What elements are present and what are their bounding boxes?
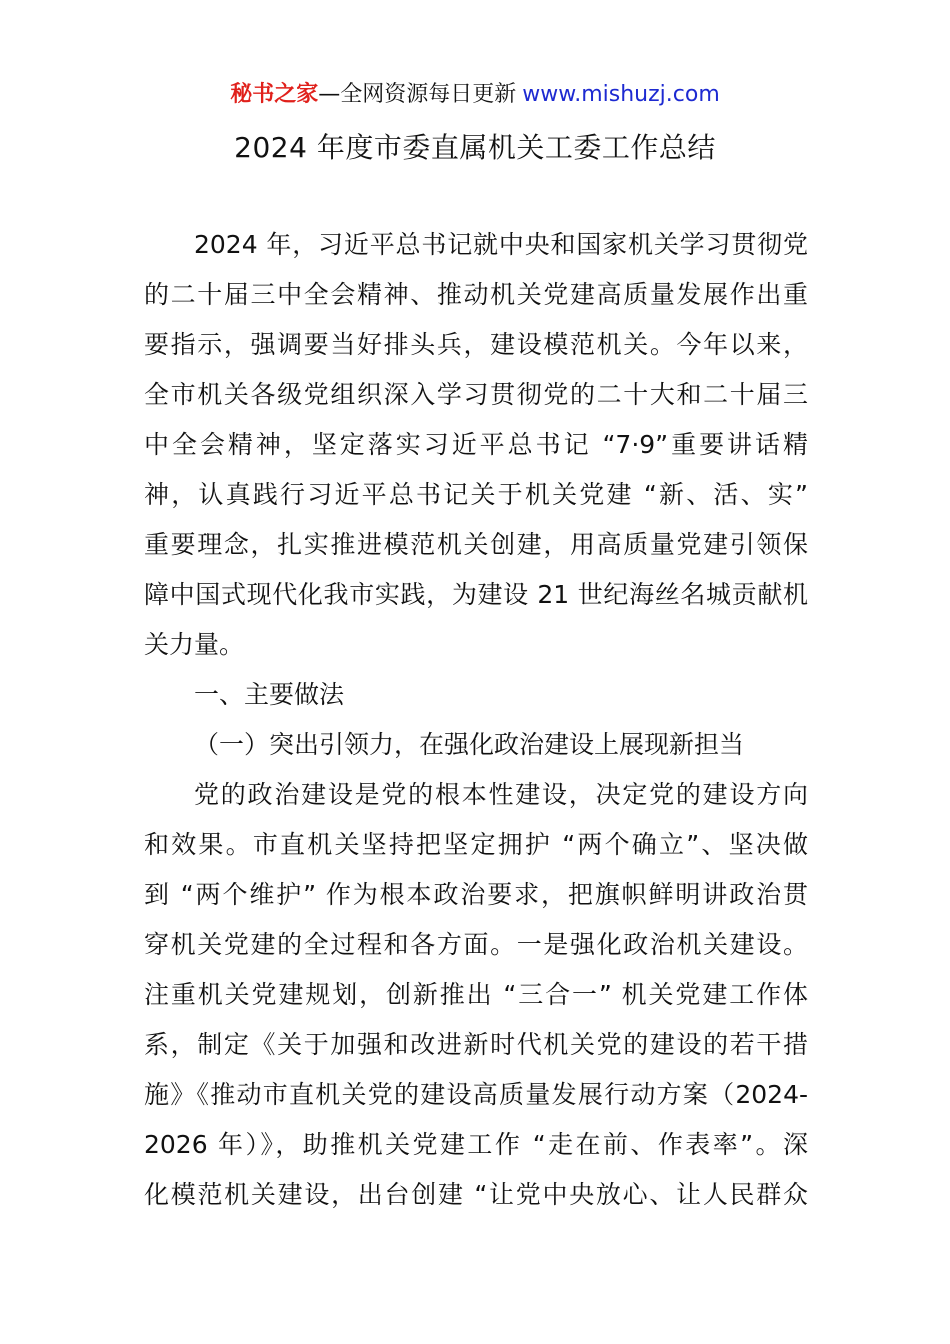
- site-header: [0, 80, 950, 110]
- text-line: 和效果。市直机关坚持把坚定拥护 “两个确立”、坚决做: [144, 830, 808, 859]
- text-line: 系，制定《关于加强和改进新时代机关党的建设的若干措: [144, 1030, 808, 1059]
- document-title: 2024 年度市委直属机关工委工作总结: [234, 131, 716, 164]
- section-heading: 一、主要做法: [194, 680, 345, 709]
- text-line: 穿机关党建的全过程和各方面。一是强化政治机关建设。: [144, 930, 808, 959]
- text-line: 障中国式现代化我市实践，为建设 21 世纪海丝名城贡献机: [144, 580, 808, 609]
- header-tagline: —全网资源每日更新: [318, 82, 517, 107]
- subsection-heading: （一）突出引领力，在强化政治建设上展现新担当: [194, 730, 745, 759]
- text-line: 的二十届三中全会精神、推动机关党建高质量发展作出重: [144, 280, 808, 309]
- text-line: 到 “两个维护” 作为根本政治要求，把旗帜鲜明讲政治贯: [144, 880, 808, 909]
- text-line: 关力量。: [144, 630, 245, 659]
- text-line: 化模范机关建设，出台创建 “让党中央放心、让人民群众: [144, 1180, 808, 1209]
- brand-name: 秘书之家: [230, 82, 319, 107]
- text-line: 注重机关党建规划，创新推出 “三合一” 机关党建工作体: [144, 980, 808, 1009]
- text-line: 2026 年）》，助推机关党建工作 “走在前、作表率”。深: [144, 1130, 808, 1159]
- text-line: 施》《推动市直机关党的建设高质量发展行动方案（2024-: [144, 1080, 808, 1109]
- text-line: 2024 年，习近平总书记就中央和国家机关学习贯彻党: [194, 230, 808, 259]
- text-line: 全市机关各级党组织深入学习贯彻党的二十大和二十届三: [144, 380, 808, 409]
- text-line: 中全会精神，坚定落实习近平总书记 “7·9”重要讲话精: [144, 430, 808, 459]
- document-body: [144, 220, 808, 1220]
- text-line: 要指示，强调要当好排头兵，建设模范机关。今年以来，: [144, 330, 808, 359]
- site-url[interactable]: www.mishuzj.com: [522, 82, 720, 107]
- text-line: 神，认真践行习近平总书记关于机关党建 “新、活、实”: [144, 480, 808, 509]
- text-line: 重要理念，扎实推进模范机关创建，用高质量党建引领保: [144, 530, 808, 559]
- text-line: 党的政治建设是党的根本性建设，决定党的建设方向: [194, 780, 808, 809]
